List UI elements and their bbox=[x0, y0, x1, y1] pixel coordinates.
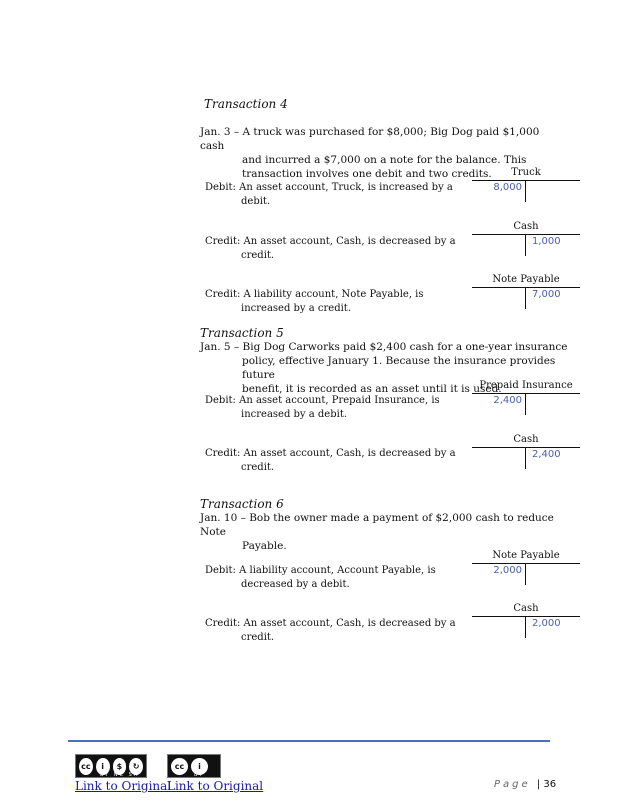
t-account-cash bbox=[472, 434, 580, 468]
debit-explanation bbox=[205, 394, 440, 422]
page-number bbox=[494, 779, 556, 790]
debit-amount: 2,000 bbox=[493, 565, 522, 576]
description-line: benefit, it is recorded as an asset until it is used. bbox=[242, 383, 502, 395]
transaction-4-heading: Transaction 4 bbox=[204, 97, 288, 111]
footer-rule bbox=[68, 740, 550, 742]
cc-by-nc-sa-badge[interactable] bbox=[75, 754, 147, 778]
t-account-divider bbox=[525, 563, 526, 585]
explanation-line: increased by a debit. bbox=[241, 409, 348, 420]
t-account-title: Cash bbox=[513, 221, 539, 232]
attribution-icon: i bbox=[96, 758, 110, 775]
explanation-line: increased by a credit. bbox=[241, 303, 351, 314]
cc-icon: cc bbox=[171, 758, 188, 775]
t-account-note-payable bbox=[472, 550, 580, 584]
explanation-line: decreased by a debit. bbox=[241, 579, 350, 590]
t-account-title: Note Payable bbox=[492, 274, 560, 285]
t-account-top-rule bbox=[472, 234, 580, 235]
explanation-line: Debit: A liability account, Account Payable, is bbox=[205, 565, 436, 576]
explanation-line: Credit: An asset account, Cash, is decreased by a bbox=[205, 236, 456, 247]
t-account-top-rule bbox=[472, 563, 580, 564]
t-account-top-rule bbox=[472, 616, 580, 617]
t-account-top-rule bbox=[472, 447, 580, 448]
t-account-cash bbox=[472, 221, 580, 255]
debit-amount: 2,400 bbox=[493, 395, 522, 406]
description-line: and incurred a $7,000 on a note for the balance. This bbox=[242, 154, 527, 166]
t-account-title: Cash bbox=[513, 434, 539, 445]
noncommercial-icon: $ bbox=[113, 758, 127, 775]
attribution-icon: i bbox=[191, 758, 208, 775]
badge-label: BY bbox=[194, 772, 205, 778]
t-account-cash bbox=[472, 603, 580, 637]
t-account-truck bbox=[472, 167, 580, 201]
link-to-original[interactable]: Link to Original bbox=[167, 779, 264, 793]
t-account-divider bbox=[525, 180, 526, 202]
t-account-prepaid-insurance bbox=[472, 380, 580, 414]
badge-label: BY NC SA bbox=[100, 772, 140, 778]
t-account-top-rule bbox=[472, 287, 580, 288]
transaction-6-description bbox=[200, 511, 570, 553]
t-account-divider bbox=[525, 287, 526, 309]
explanation-line: debit. bbox=[241, 196, 271, 207]
page-number-value: | 36 bbox=[536, 779, 557, 790]
explanation-line: credit. bbox=[241, 250, 275, 261]
page-label: Page bbox=[494, 779, 531, 790]
description-line: Jan. 3 – A truck was purchased for $8,000; Big Dog paid $1,000 cash bbox=[200, 126, 540, 152]
explanation-line: Debit: An asset account, Prepaid Insurance, is bbox=[205, 395, 440, 406]
description-line: Payable. bbox=[242, 540, 287, 552]
t-account-title: Prepaid Insurance bbox=[479, 380, 573, 391]
debit-explanation bbox=[205, 181, 453, 209]
t-account-top-rule bbox=[472, 393, 580, 394]
t-account-title: Note Payable bbox=[492, 550, 560, 561]
credit-explanation bbox=[205, 288, 424, 316]
explanation-line: Debit: An asset account, Truck, is increased by a bbox=[205, 182, 453, 193]
description-line: Jan. 5 – Big Dog Carworks paid $2,400 cash for a one-year insurance bbox=[200, 341, 568, 353]
t-account-divider bbox=[525, 393, 526, 415]
explanation-line: Credit: An asset account, Cash, is decreased by a bbox=[205, 618, 456, 629]
cc-by-badge[interactable] bbox=[167, 754, 221, 778]
explanation-line: credit. bbox=[241, 462, 275, 473]
debit-explanation bbox=[205, 564, 436, 592]
sharealike-icon: ↻ bbox=[129, 758, 143, 775]
t-account-top-rule bbox=[472, 180, 580, 181]
t-account-title: Truck bbox=[511, 167, 541, 178]
t-account-divider bbox=[525, 447, 526, 469]
credit-amount: 2,000 bbox=[532, 618, 561, 629]
credit-explanation bbox=[205, 617, 456, 645]
description-line: policy, effective January 1. Because the insurance provides future bbox=[242, 355, 556, 381]
transaction-5-heading: Transaction 5 bbox=[200, 326, 284, 340]
explanation-line: credit. bbox=[241, 632, 275, 643]
cc-icon: cc bbox=[79, 758, 93, 775]
credit-amount: 2,400 bbox=[532, 449, 561, 460]
t-account-divider bbox=[525, 616, 526, 638]
credit-explanation bbox=[205, 235, 456, 263]
debit-amount: 8,000 bbox=[493, 182, 522, 193]
t-account-divider bbox=[525, 234, 526, 256]
description-line: Jan. 10 – Bob the owner made a payment of $2,000 cash to reduce Note bbox=[200, 512, 554, 538]
credit-explanation bbox=[205, 447, 456, 475]
explanation-line: Credit: An asset account, Cash, is decreased by a bbox=[205, 448, 456, 459]
link-to-original[interactable]: Link to Original bbox=[75, 779, 172, 793]
t-account-title: Cash bbox=[513, 603, 539, 614]
transaction-6-heading: Transaction 6 bbox=[200, 497, 284, 511]
credit-amount: 1,000 bbox=[532, 236, 561, 247]
explanation-line: Credit: A liability account, Note Payable, is bbox=[205, 289, 424, 300]
description-line: transaction involves one debit and two credits. bbox=[242, 168, 492, 180]
credit-amount: 7,000 bbox=[532, 289, 561, 300]
t-account-note-payable bbox=[472, 274, 580, 308]
